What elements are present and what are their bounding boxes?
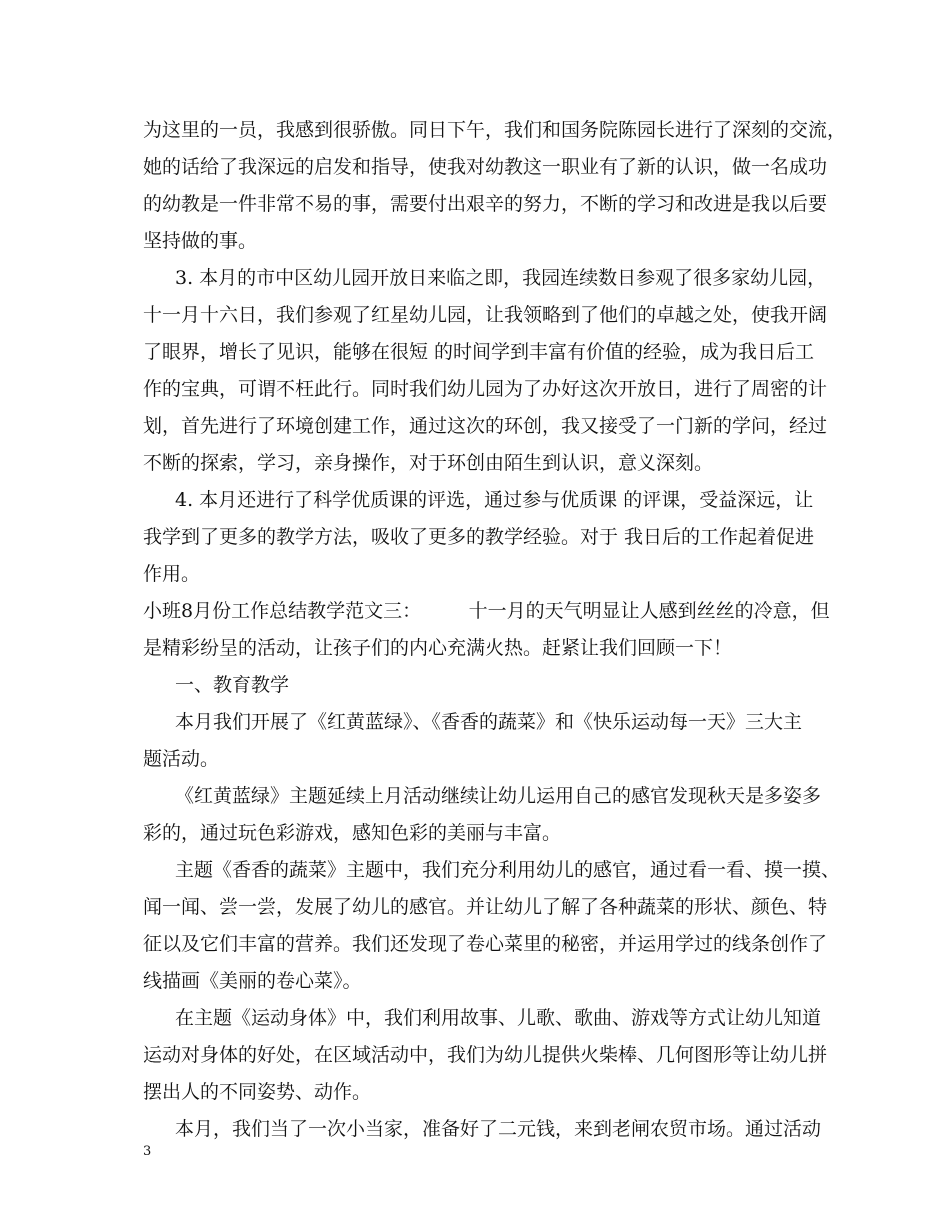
text-line: 为这里的一员，我感到很骄傲。同日下午，我们和国务院陈园长进行了深刻的交流， <box>143 119 847 141</box>
text-line: 3. 本月的市中区幼儿园开放日来临之即，我园连续数日参观了很多家幼儿园， <box>175 267 827 289</box>
text-line: 运动对身体的好处，在区域活动中，我们为幼儿提供火柴棒、几何图形等让幼儿拼 <box>143 1044 828 1066</box>
text-line: 题活动。 <box>143 748 220 770</box>
text-line: 征以及它们丰富的营养。我们还发现了卷心菜里的秘密，并运用学过的线条创作了 <box>143 933 828 955</box>
text-line: 了眼界，增长了见识，能够在很短 的时间学到丰富有价值的经验，成为我日后工 <box>143 341 815 363</box>
text-line: 摆出人的不同姿势、动作。 <box>143 1081 372 1103</box>
text-line: 4. 本月还进行了科学优质课的评选，通过参与优质课 的评课，受益深远，让 <box>175 489 814 511</box>
page-number: 3 <box>143 1144 152 1159</box>
text-line: 作用。 <box>143 563 201 585</box>
heading-line: 一、教育教学 <box>175 674 290 696</box>
text-line: 在主题《运动身体》中，我们利用故事、儿歌、歌曲、游戏等方式让幼儿知道 <box>175 1007 822 1029</box>
text-line: 线描画《美丽的卷心菜》。 <box>143 970 362 992</box>
text-line: 主题《香香的蔬菜》主题中，我们充分利用幼儿的感官，通过看一看、摸一摸、 <box>175 859 841 881</box>
text-line: 彩的，通过玩色彩游戏，感知色彩的美丽与丰富。 <box>143 822 562 844</box>
text-line: 坚持做的事。 <box>143 230 258 252</box>
text-line: 十一月十六日，我们参观了红星幼儿园，让我领略到了他们的卓越之处，使我开阔 <box>143 304 828 326</box>
section-title-line: 小班8月份工作总结教学范文三： 十一月的天气明显让人感到丝丝的冷意，但 <box>143 600 830 622</box>
text-line: 不断的探索，学习，亲身操作，对于环创由陌生到认识，意义深刻。 <box>143 452 714 474</box>
text-line: 闻一闻、尝一尝，发展了幼儿的感官。并让幼儿了解了各种蔬菜的形状、颜色、特 <box>143 896 828 918</box>
text-line: 本月我们开展了《红黄蓝绿》、《香香的蔬菜》和《快乐运动每一天》三大主 <box>175 711 803 733</box>
text-line: 本月，我们当了一次小当家，准备好了二元钱，来到老闸农贸市场。通过活动 <box>175 1118 822 1140</box>
text-line: 她的话给了我深远的启发和指导，使我对幼教这一职业有了新的认识，做一名成功 <box>143 156 828 178</box>
text-line: 我学到了更多的教学方法，吸收了更多的教学经验。对于 我日后的工作起着促进 <box>143 526 815 548</box>
text-line: 划，首先进行了环境创建工作，通过这次的环创，我又接受了一门新的学问，经过 <box>143 415 828 437</box>
text-line: 作的宝典，可谓不枉此行。同时我们幼儿园为了办好这次开放日，进行了周密的计 <box>143 378 828 400</box>
text-line: 的幼教是一件非常不易的事，需要付出艰辛的努力，不断的学习和改进是我以后要 <box>143 193 828 215</box>
text-line: 是精彩纷呈的活动，让孩子们的内心充满火热。赶紧让我们回顾一下！ <box>143 637 733 659</box>
text-line: 《红黄蓝绿》主题延续上月活动继续让幼儿运用自己的感官发现秋天是多姿多 <box>175 785 822 807</box>
